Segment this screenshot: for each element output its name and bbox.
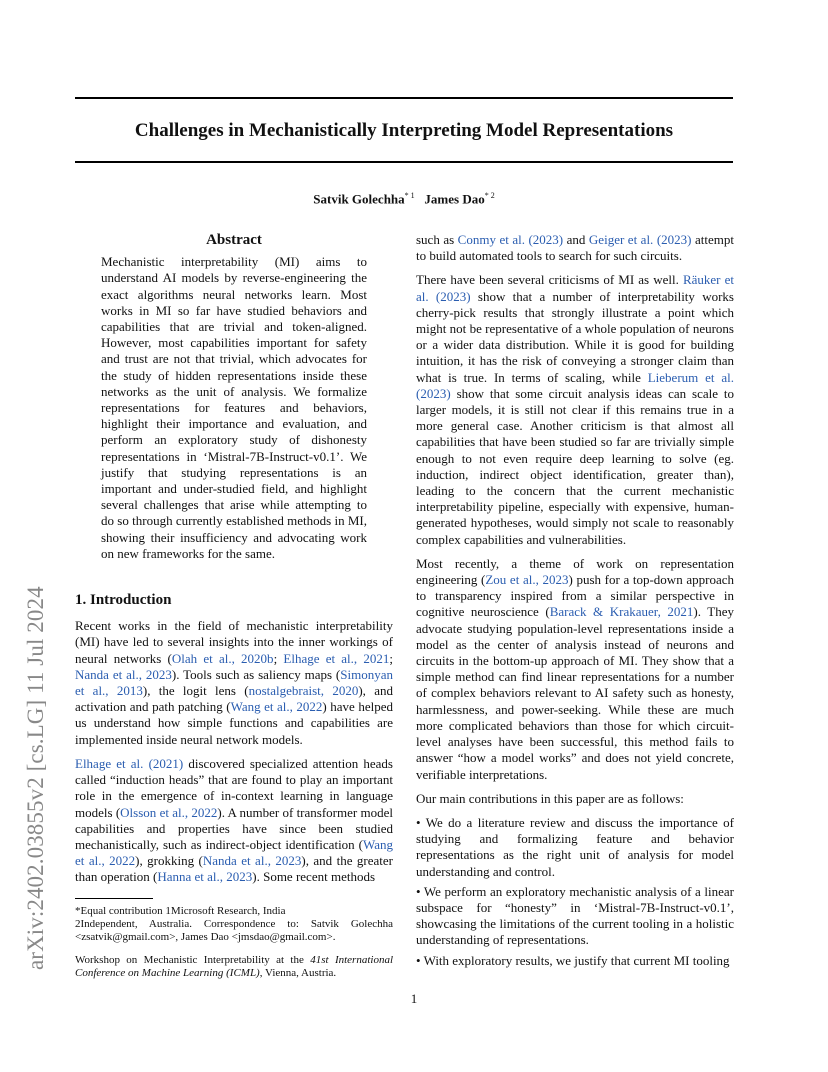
contribution-bullet: • We do a literature review and discuss the importance of studying and formalizing feature and behavior representations as the right unit of analysis for model understanding and control. — [416, 814, 734, 879]
citation-link[interactable]: Zou et al., 2023 — [485, 572, 569, 588]
footnote — [75, 905, 393, 944]
citation-link[interactable]: Hanna et al., 2023 — [157, 869, 253, 885]
right-column — [416, 232, 734, 973]
right-paragraph-3 — [416, 556, 734, 783]
citation-link[interactable]: Geiger et al. (2023) — [588, 232, 692, 247]
footnote-line: 2Independent, Australia. Correspondence to: Satvik Golechha <zsatvik@gmail.com>, James Dao <jmsdao@gmail.com>. — [75, 917, 393, 943]
contribution-bullet: • We perform an exploratory mechanistic analysis of a linear subspace for “honesty” in ‘Mistral-7B-Instruct-v0.1’, showcasing the limitations of the current tooling in a holistic understanding of representations. — [416, 883, 734, 948]
citation-link[interactable]: Räuker et al. (2023) — [416, 272, 734, 304]
introduction-heading: 1. Introduction — [75, 592, 172, 609]
paragraph-text: ), the logit lens ( — [142, 683, 249, 699]
workshop-text: , Vienna, Austria. — [259, 966, 337, 979]
footnote-divider — [75, 898, 153, 899]
abstract-heading: Abstract — [206, 232, 262, 248]
paragraph-text: ), grokking ( — [135, 853, 203, 869]
paragraph-text: Recent works in the field of mechanistic interpretability (MI) have led to several insights into the inner workings of neural networks ( — [75, 618, 393, 666]
paragraph-text: ), and the greater than operation ( — [75, 853, 393, 885]
title-bottom-rule — [75, 161, 733, 163]
citation-link[interactable]: Simonyan et al., 2013 — [75, 666, 393, 699]
paragraph-text: ; — [273, 650, 284, 666]
citation-link[interactable]: Elhage et al. (2021) — [75, 755, 184, 771]
workshop-note — [75, 954, 393, 980]
citation-link[interactable]: Conmy et al. (2023) — [457, 232, 564, 247]
citation-link[interactable]: Wang et al., 2022 — [230, 699, 323, 715]
paragraph-text: ) have helped us understand how simple functions and capabilities are implemented inside neural network models. — [75, 699, 393, 747]
intro-paragraph-1 — [75, 618, 393, 748]
paragraph-text: discovered specialized attention heads called “induction heads” that are found to play an important role in the emergence of in-context learning in language models ( — [75, 755, 393, 820]
left-column — [75, 232, 393, 980]
right-paragraph-4: Our main contributions in this paper are as follows: — [416, 790, 684, 806]
footnote-line: *Equal contribution 1Microsoft Research, India — [75, 904, 286, 917]
conference-name: 41st International Conference on Machine Learning (ICML) — [75, 953, 394, 979]
author-affiliation-mark: * 1 — [404, 191, 415, 200]
paragraph-text: ). Some recent methods — [252, 869, 376, 885]
citation-link[interactable]: Lieberum et al. (2023) — [416, 369, 734, 401]
paragraph-text: ; — [389, 650, 393, 666]
paragraph-text: attempt to build automated tools to search for such circuits. — [416, 232, 734, 264]
contribution-bullet: • With exploratory results, we justify that current MI tooling — [416, 952, 730, 968]
arxiv-watermark: arXiv:2402.03855v2 [cs.LG] 11 Jul 2024 — [23, 586, 48, 970]
paper-title: Challenges in Mechanistically Interpreting Model Representations — [134, 120, 674, 141]
citation-link[interactable]: Barack & Krakauer, 2021 — [549, 604, 694, 620]
abstract-text: Mechanistic interpretability (MI) aims to understand AI models by reverse-engineering the exact algorithms neural networks learn. Most works in MI so far have studied behaviors and capabilities that are trivial and token-aligned. However, most capabilities important for safety and trust are not that trivial, which advocates for the study of hidden representations inside these networks as the unit of analysis. We formalize representations for features and behaviors, highlight their importance and evaluation, and perform an exploratory study of dishonesty representations in ‘Mistral-7B-Instruct-v0.1’. We justify that studying representations is an important and under-studied field, and highlight several challenges that arise while attempting to do so through currently established methods in MI, showing their insufficiency and advocating work on new frameworks for the same. — [101, 254, 367, 561]
paragraph-text: ). Tools such as saliency maps ( — [171, 666, 341, 682]
paragraph-text: ), and activation and path patching ( — [75, 683, 393, 715]
intro-paragraph-2 — [75, 756, 393, 886]
page-number: 1 — [410, 991, 418, 1006]
right-paragraph-1 — [416, 232, 734, 264]
citation-link[interactable]: nostalgebraist, 2020 — [248, 683, 359, 699]
paragraph-text: Most recently, a theme of work on representation engineering ( — [416, 555, 734, 588]
workshop-text: Workshop on Mechanistic Interpretability at the — [75, 953, 311, 966]
paragraph-text: show that a number of interpretability works cherry-pick results that strongly illustrate a point which might not be representative of a whole population of neurons or a wider data distribution. While it is good for building intuition, it has the risk of conveying a stronger claim than what is true. In terms of scaling, while — [416, 288, 734, 385]
citation-link[interactable]: Elhage et al., 2021 — [283, 650, 390, 666]
paragraph-text: ). A number of transformer model capabilities and properties have since been studied mechanistically, such as indirect-object identification ( — [75, 804, 393, 852]
citation-link[interactable]: Olsson et al., 2022 — [120, 804, 218, 820]
citation-link[interactable]: Olah et al., 2020b — [171, 650, 274, 666]
author-affiliation-mark: * 2 — [484, 191, 495, 200]
author-line — [75, 191, 733, 207]
paragraph-text: show that some circuit analysis ideas can scale to larger models, it is still not clear if this remains true in a more general case. Another criticism is that almost all capabilities that have been studied so far are trivially simple enough to not even require deep learning to solve (eg. induction, indirect object identification, greater than), leading to the concern that the current mechanistic interpretability pipeline, especially with expensive, human-generated hypotheses, would simply not scale to reasonably complex capabilities and vulnerabilities. — [416, 385, 734, 547]
citation-link[interactable]: Nanda et al., 2023 — [75, 666, 172, 682]
right-paragraph-2 — [416, 272, 734, 547]
citation-link[interactable]: Wang et al., 2022 — [75, 836, 393, 869]
author-name: Satvik Golechha — [313, 191, 405, 207]
citation-link[interactable]: Nanda et al., 2023 — [202, 853, 302, 869]
paragraph-text: and — [563, 232, 589, 247]
paragraph-text: ). They advocate studying population-level representations inside a model as the center of analysis instead of neurons and circuits in the bottom-up approach of MI. They show that a simple method can find linear representations for a number of complex behaviors relevant to AI safety such as honesty, harmlessness, and power-seeking. While these are much more complicated behaviors than those for which circuit-level analyses have been successful, this method fails to answer “how a model works” and does not yield concrete, verifiable interpretations. — [416, 604, 734, 782]
title-top-rule — [75, 97, 733, 99]
paragraph-text: There have been several criticisms of MI as well. — [416, 272, 683, 288]
paragraph-text: ) push for a top-down approach to transparency inspired from a similar perspective in cognitive neuroscience ( — [416, 572, 734, 620]
author-name: James Dao — [424, 191, 485, 207]
paragraph-text: such as — [416, 232, 458, 247]
